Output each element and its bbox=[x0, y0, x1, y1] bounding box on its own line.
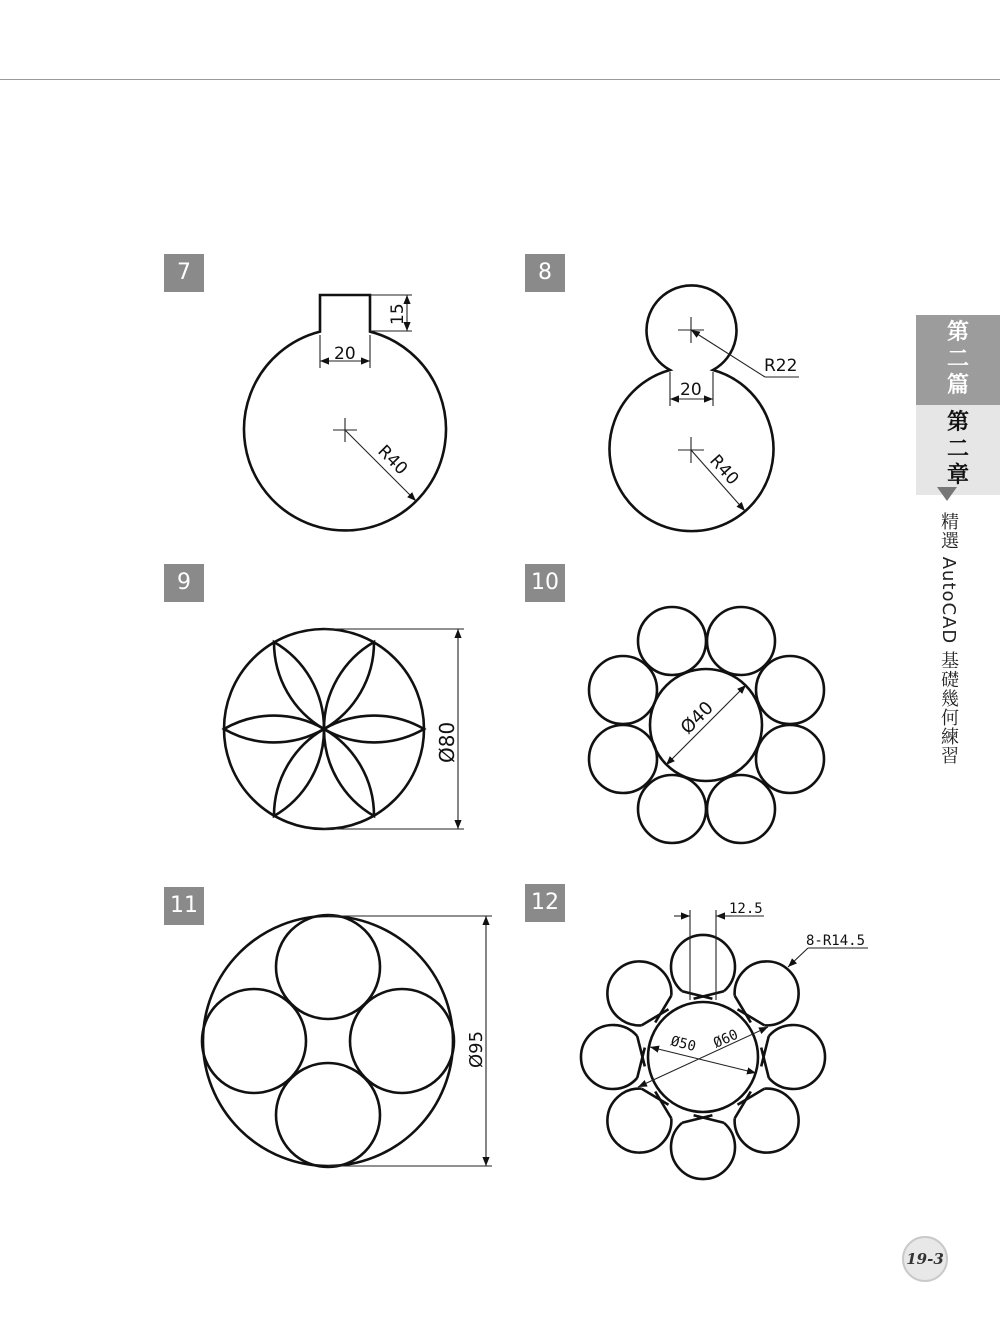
exercise-12-lobe bbox=[735, 961, 799, 1025]
exercise-8-dim-r40: R40 bbox=[705, 450, 743, 490]
exercise-9-dim-d80: Ø80 bbox=[435, 721, 459, 763]
triangle-down-icon bbox=[937, 487, 957, 501]
exercise-8-dim-20: 20 bbox=[680, 380, 702, 400]
exercise-10-drawing bbox=[589, 607, 824, 843]
exercise-11-badge: 11 bbox=[164, 887, 204, 925]
exercise-12-lobe bbox=[769, 1025, 825, 1089]
exercise-7-dim-15: 15 bbox=[388, 303, 408, 325]
exercise-9-drawing bbox=[224, 629, 464, 829]
exercise-7-dim-r40: R40 bbox=[373, 441, 412, 480]
exercise-7-drawing bbox=[244, 295, 446, 530]
exercise-12-lobe bbox=[671, 1123, 735, 1179]
exercise-12-lobe bbox=[671, 935, 735, 991]
exercise-8-badge: 8 bbox=[525, 254, 565, 292]
chapter-title: 精選 AutoCAD 基礎幾何練習 bbox=[938, 512, 959, 765]
tab-part-label: 第 二 篇 bbox=[946, 320, 969, 399]
exercise-7-dim-20: 20 bbox=[334, 344, 356, 364]
exercise-12-badge: 12 bbox=[525, 884, 565, 922]
tab-part bbox=[916, 315, 1000, 405]
exercise-12-lobe bbox=[607, 1089, 671, 1153]
exercise-12-dim-d60: Ø60 bbox=[711, 1026, 741, 1052]
exercise-10-dim-d40: Ø40 bbox=[676, 697, 718, 739]
tab-chapter-label: 第 二 章 bbox=[946, 410, 969, 489]
exercise-7-badge: 7 bbox=[164, 254, 204, 292]
exercise-12-dim-12-5: 12.5 bbox=[729, 901, 763, 917]
exercise-12-lobe bbox=[581, 1025, 637, 1089]
exercise-9-badge: 9 bbox=[164, 564, 204, 602]
tab-chapter bbox=[916, 405, 1000, 495]
exercise-11-dim-d95: Ø95 bbox=[466, 1030, 487, 1068]
exercise-10-badge: 10 bbox=[525, 564, 565, 602]
exercise-12-lobe bbox=[735, 1089, 799, 1153]
exercise-12-drawing bbox=[581, 901, 868, 1179]
exercise-8-dim-r22: R22 bbox=[764, 356, 798, 376]
exercise-11-drawing bbox=[202, 915, 492, 1167]
exercise-7-outline bbox=[244, 295, 446, 530]
exercise-12-dim-d50: Ø50 bbox=[669, 1033, 698, 1056]
exercise-8-drawing bbox=[609, 285, 799, 531]
page-number: 19-3 bbox=[902, 1236, 948, 1282]
exercise-12-dim-8-r14-5: 8-R14.5 bbox=[806, 933, 866, 949]
exercise-12-lobe bbox=[607, 961, 671, 1025]
exercise-11-outer-circle bbox=[203, 916, 453, 1166]
